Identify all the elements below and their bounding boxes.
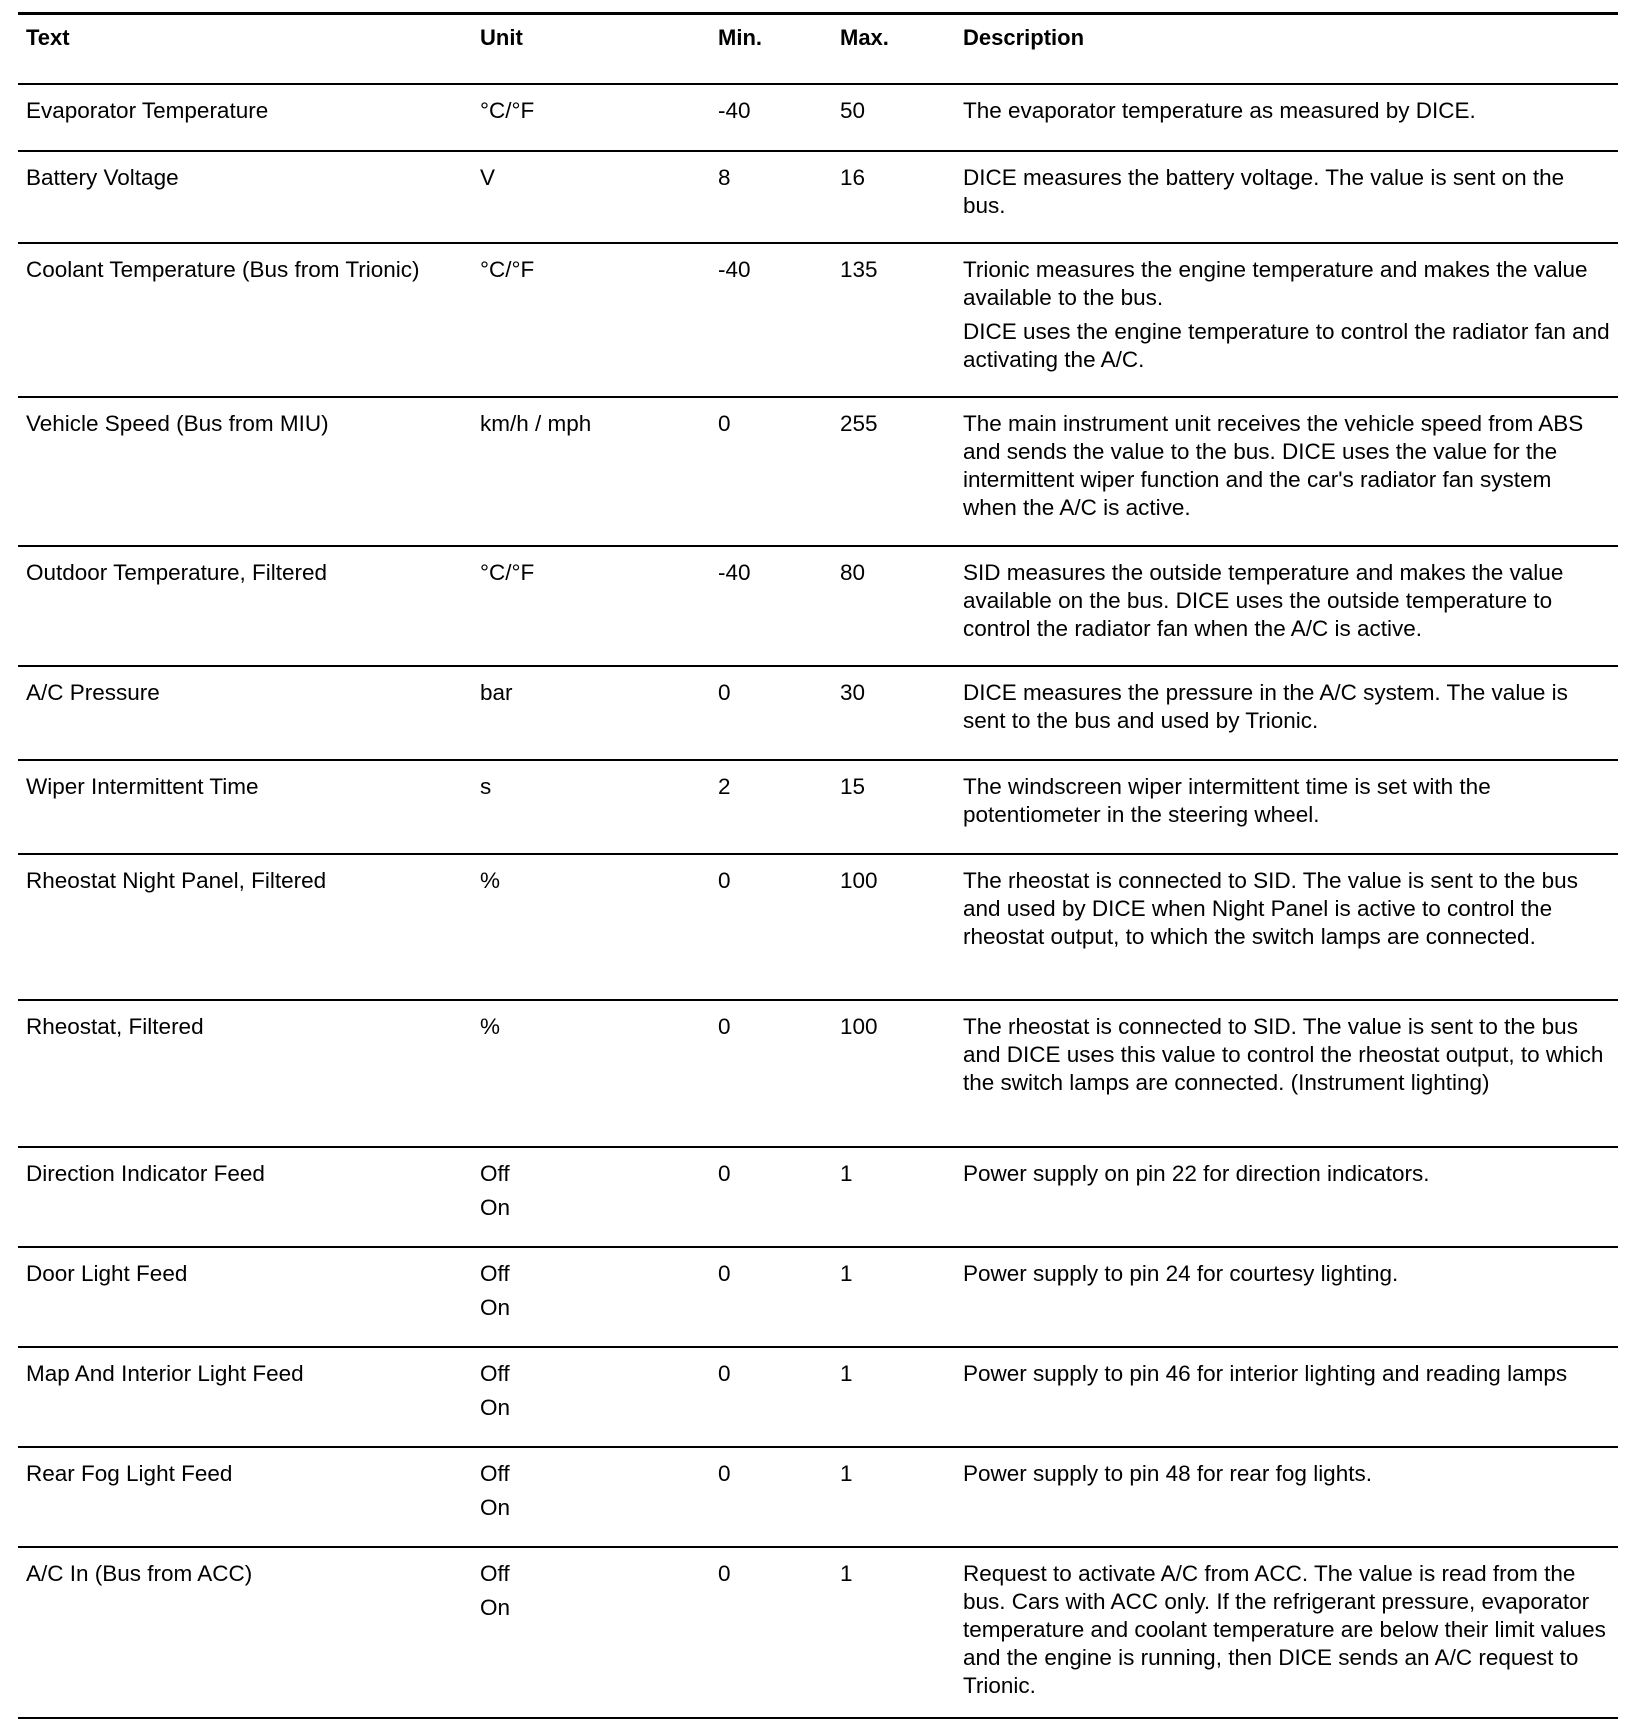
cell-max: 1 (832, 1447, 955, 1547)
cell-min: 8 (710, 151, 832, 243)
header-min: Min. (710, 14, 832, 85)
cell-description (955, 1147, 1618, 1247)
cell-description (955, 1000, 1618, 1147)
cell-max: 135 (832, 243, 955, 397)
cell-text: A/C In (Bus from ACC) (18, 1547, 472, 1718)
cell-unit (472, 760, 710, 854)
cell-unit (472, 397, 710, 546)
description-paragraph: Power supply to pin 46 for interior lighting and reading lamps (963, 1361, 1568, 1386)
cell-unit (472, 151, 710, 243)
cell-text: Outdoor Temperature, Filtered (18, 546, 472, 666)
unit-value: km/h / mph (480, 411, 592, 436)
cell-max: 50 (832, 84, 955, 151)
table-row (18, 1347, 1618, 1447)
cell-min: 0 (710, 1447, 832, 1547)
table-row (18, 760, 1618, 854)
description-paragraph: Request to activate A/C from ACC. The value is read from the bus. Cars with ACC only. If the refrigerant pressure, evaporator temperature and coolant temperature are below their limit values and the engine is running, then DICE sends an A/C request to Trionic. (963, 1561, 1606, 1698)
unit-value: V (480, 165, 496, 190)
table-row (18, 546, 1618, 666)
description-paragraph: The main instrument unit receives the vehicle speed from ABS and sends the value to the bus. DICE uses the value for the intermittent wiper function and the car's radiator fan system when the A/C is active. (963, 411, 1584, 520)
unit-value: °C/°F (480, 98, 535, 123)
cell-description (955, 1247, 1618, 1347)
table-header-row (18, 14, 1618, 85)
unit-value: °C/°F (480, 257, 535, 282)
header-max: Max. (832, 14, 955, 85)
table-row (18, 1547, 1618, 1718)
table-row (18, 1000, 1618, 1147)
description-paragraph: Trionic measures the engine temperature and makes the value available to the bus. (963, 257, 1588, 310)
parameter-table (18, 12, 1618, 1719)
table-row (18, 1147, 1618, 1247)
unit-value: Off (480, 1261, 510, 1286)
cell-max: 16 (832, 151, 955, 243)
cell-max: 1 (832, 1547, 955, 1718)
cell-text: Direction Indicator Feed (18, 1147, 472, 1247)
table-row (18, 397, 1618, 546)
cell-text: Rheostat Night Panel, Filtered (18, 854, 472, 1000)
unit-value: On (480, 1195, 511, 1220)
cell-min: -40 (710, 84, 832, 151)
table-row (18, 151, 1618, 243)
cell-unit (472, 1347, 710, 1447)
cell-min: 0 (710, 397, 832, 546)
description-paragraph: Power supply to pin 48 for rear fog lights. (963, 1461, 1372, 1486)
cell-max: 30 (832, 666, 955, 760)
table-row (18, 1247, 1618, 1347)
unit-value: On (480, 1595, 511, 1620)
cell-min: -40 (710, 546, 832, 666)
table-row (18, 243, 1618, 397)
cell-unit (472, 1247, 710, 1347)
cell-unit (472, 1547, 710, 1718)
description-paragraph: The rheostat is connected to SID. The value is sent to the bus and DICE uses this value to control the rheostat output, to which the switch lamps are connected. (Instrument lighting) (963, 1014, 1604, 1095)
cell-min: 0 (710, 666, 832, 760)
description-paragraph: DICE uses the engine temperature to control the radiator fan and activating the A/C. (963, 319, 1610, 372)
unit-value: Off (480, 1461, 510, 1486)
cell-unit (472, 854, 710, 1000)
description-paragraph: Power supply to pin 24 for courtesy lighting. (963, 1261, 1399, 1286)
cell-max: 100 (832, 1000, 955, 1147)
cell-unit (472, 546, 710, 666)
cell-min: 0 (710, 1547, 832, 1718)
unit-value: On (480, 1395, 511, 1420)
unit-value: On (480, 1495, 511, 1520)
cell-description (955, 546, 1618, 666)
cell-description (955, 397, 1618, 546)
cell-unit (472, 1000, 710, 1147)
cell-min: 0 (710, 854, 832, 1000)
document-page (18, 12, 1618, 1719)
table-row (18, 84, 1618, 151)
description-paragraph: DICE measures the pressure in the A/C system. The value is sent to the bus and used by Trionic. (963, 680, 1568, 733)
cell-description (955, 243, 1618, 397)
cell-unit (472, 243, 710, 397)
header-unit: Unit (472, 14, 710, 85)
description-paragraph: The rheostat is connected to SID. The value is sent to the bus and used by DICE when Night Panel is active to control the rheostat output, to which the switch lamps are connected. (963, 868, 1578, 949)
unit-value: Off (480, 1361, 510, 1386)
cell-text: Battery Voltage (18, 151, 472, 243)
cell-min: 0 (710, 1347, 832, 1447)
cell-max: 255 (832, 397, 955, 546)
table-row (18, 1447, 1618, 1547)
cell-description (955, 84, 1618, 151)
cell-text: Wiper Intermittent Time (18, 760, 472, 854)
header-text: Text (18, 14, 472, 85)
cell-description (955, 854, 1618, 1000)
unit-value: °C/°F (480, 560, 535, 585)
table-row (18, 666, 1618, 760)
cell-description (955, 1447, 1618, 1547)
cell-text: Rear Fog Light Feed (18, 1447, 472, 1547)
cell-description (955, 1547, 1618, 1718)
cell-unit (472, 84, 710, 151)
cell-max: 1 (832, 1247, 955, 1347)
unit-value: Off (480, 1161, 510, 1186)
cell-description (955, 151, 1618, 243)
cell-max: 1 (832, 1347, 955, 1447)
description-paragraph: Power supply on pin 22 for direction indicators. (963, 1161, 1430, 1186)
description-paragraph: The windscreen wiper intermittent time is set with the potentiometer in the steering wheel. (963, 774, 1491, 827)
table-body (18, 84, 1618, 1718)
cell-min: 0 (710, 1000, 832, 1147)
cell-max: 1 (832, 1147, 955, 1247)
unit-value: % (480, 868, 501, 893)
cell-text: A/C Pressure (18, 666, 472, 760)
table-row (18, 854, 1618, 1000)
unit-value: bar (480, 680, 513, 705)
cell-text: Map And Interior Light Feed (18, 1347, 472, 1447)
header-description: Description (955, 14, 1618, 85)
cell-description (955, 760, 1618, 854)
cell-max: 80 (832, 546, 955, 666)
cell-description (955, 666, 1618, 760)
cell-description (955, 1347, 1618, 1447)
unit-value: On (480, 1295, 511, 1320)
description-paragraph: DICE measures the battery voltage. The value is sent on the bus. (963, 165, 1565, 218)
cell-min: 0 (710, 1247, 832, 1347)
unit-value: s (480, 774, 492, 799)
cell-unit (472, 666, 710, 760)
cell-text: Vehicle Speed (Bus from MIU) (18, 397, 472, 546)
cell-max: 15 (832, 760, 955, 854)
cell-min: 0 (710, 1147, 832, 1247)
cell-unit (472, 1447, 710, 1547)
unit-value: Off (480, 1561, 510, 1586)
unit-value: % (480, 1014, 501, 1039)
cell-text: Coolant Temperature (Bus from Trionic) (18, 243, 472, 397)
cell-min: 2 (710, 760, 832, 854)
description-paragraph: The evaporator temperature as measured by DICE. (963, 98, 1476, 123)
cell-text: Rheostat, Filtered (18, 1000, 472, 1147)
cell-unit (472, 1147, 710, 1247)
cell-text: Evaporator Temperature (18, 84, 472, 151)
cell-text: Door Light Feed (18, 1247, 472, 1347)
cell-max: 100 (832, 854, 955, 1000)
cell-min: -40 (710, 243, 832, 397)
description-paragraph: SID measures the outside temperature and makes the value available on the bus. DICE uses the outside temperature to control the radiator fan when the A/C is active. (963, 560, 1564, 641)
